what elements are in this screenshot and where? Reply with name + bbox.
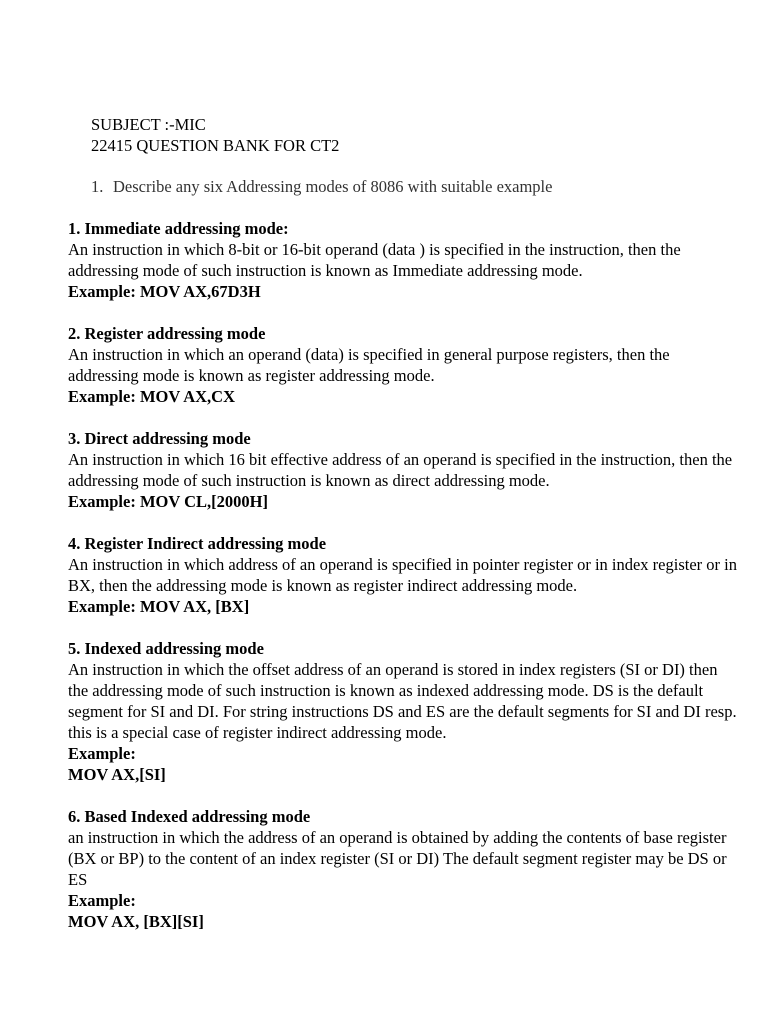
section-register-indirect [68,533,738,617]
document-header [91,114,339,156]
section-title: 6. Based Indexed addressing mode [68,807,311,826]
question-item [91,176,552,197]
section-example: Example: MOV AX,67D3H [68,282,261,301]
section-example: Example: [68,891,136,910]
section-based-indexed [68,806,738,932]
section-example: Example: MOV AX,CX [68,387,235,406]
section-description: An instruction in which an operand (data) is specified in general purpose registers, then the addressing mode is known as register addressing mode. [68,345,670,385]
section-example: Example: MOV AX, [BX] [68,597,250,616]
section-title: 5. Indexed addressing mode [68,639,264,658]
question-number: 1. [91,177,104,196]
section-example: Example: [68,744,136,763]
question-bank-line: 22415 QUESTION BANK FOR CT2 [91,136,340,155]
section-description: An instruction in which 16 bit effective address of an operand is specified in the instruction, then the addressing mode of such instruction is known as direct addressing mode. [68,450,733,490]
section-title: 2. Register addressing mode [68,324,266,343]
section-title: 1. Immediate addressing mode: [68,219,289,238]
section-example-code: MOV AX, [BX][SI] [68,912,204,931]
section-direct [68,428,738,512]
section-title: 4. Register Indirect addressing mode [68,534,327,553]
subject-line: SUBJECT :-MIC [91,115,206,134]
section-example: Example: MOV CL,[2000H] [68,492,268,511]
section-example-code: MOV AX,[SI] [68,765,166,784]
section-immediate [68,218,738,302]
section-description: An instruction in which address of an operand is specified in pointer register or in index register or in BX, then the addressing mode is known as register indirect addressing mode. [68,555,737,595]
section-register [68,323,738,407]
question-text: Describe any six Addressing modes of 8086 with suitable example [113,177,553,196]
answer-content [68,218,738,953]
section-description: an instruction in which the address of an operand is obtained by adding the contents of base register (BX or BP) to the content of an index register (SI or DI) The default segment register may be DS or ES [68,828,727,889]
section-title: 3. Direct addressing mode [68,429,251,448]
section-indexed [68,638,738,785]
section-description: An instruction in which the offset address of an operand is stored in index registers (SI or DI) then the addressing mode of such instruction is known as indexed addressing mode. DS is the default segment for SI and DI. For string instructions DS and ES are the default segments for SI and DI resp. this is a special case of register indirect addressing mode. [68,660,737,742]
section-description: An instruction in which 8-bit or 16-bit operand (data ) is specified in the instruction, then the addressing mode of such instruction is known as Immediate addressing mode. [68,240,681,280]
